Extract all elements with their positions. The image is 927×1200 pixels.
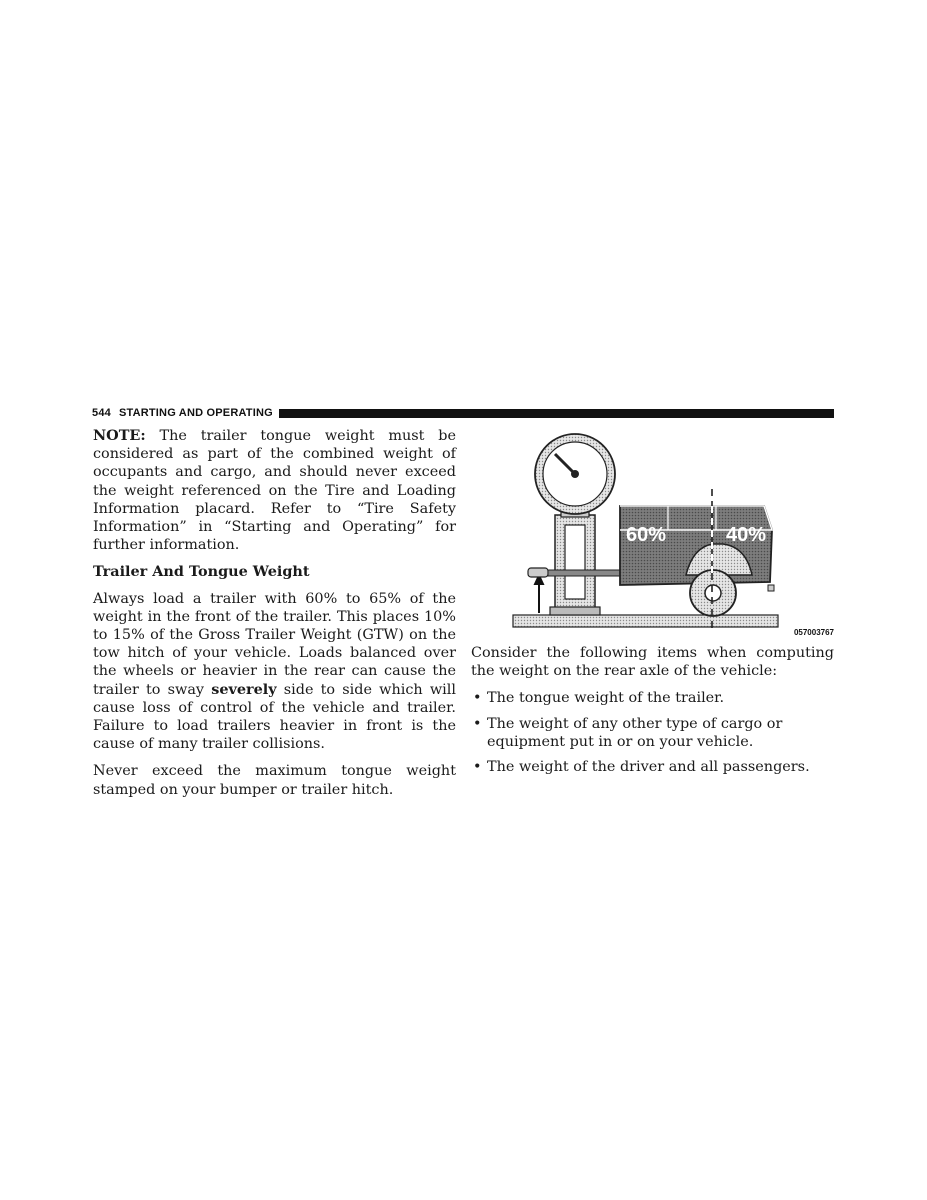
page-header xyxy=(92,405,834,421)
loading-paragraph xyxy=(93,590,456,754)
ground-strip xyxy=(513,615,778,627)
section-title: STARTING AND OPERATING xyxy=(118,407,273,419)
page-number: 544 xyxy=(92,407,111,419)
list-item: • The weight of the driver and all passengers. xyxy=(471,758,834,776)
subheading: Trailer And Tongue Weight xyxy=(93,563,310,581)
consider-paragraph: Consider the following items when computing the weight on the rear axle of the vehicle: xyxy=(471,645,834,680)
trailer xyxy=(620,506,774,616)
rear-percentage: 40% xyxy=(726,524,767,546)
note-text: The trailer tongue weight must be considered as part of the combined weight of occupants and cargo, and should never exceed the weight referenced on the Tire and Loading Information placard. Refer to “Tire Safety Information” in “Starting and Operating” for further information. xyxy=(93,428,456,554)
note-label: NOTE: xyxy=(93,427,146,444)
note-paragraph xyxy=(93,427,456,554)
scale xyxy=(535,434,615,615)
loading-emphasis: severely xyxy=(211,680,277,698)
header-rule xyxy=(279,409,834,418)
left-column xyxy=(93,427,456,808)
loading-text-2: side to side which will cause loss of control of the vehicle and trailer. Failure to load trailers heavier in front is the cause of many trailer collisions. xyxy=(93,681,456,753)
tongue-weight-figure xyxy=(508,427,836,641)
loading-text-1: Always load a trailer with 60% to 65% of the weight in the front of the trailer. This places 10% to 15% of the Gross Trailer Weight (GTW) on the tow hitch of your vehicle. Loads balanced over the wheels or heavier in the rear can cause the trailer to sway xyxy=(93,590,456,698)
trailer-scale-illustration xyxy=(508,427,836,641)
bullet-list xyxy=(471,689,834,776)
tongue-bar xyxy=(548,570,620,576)
front-percentage: 60% xyxy=(626,524,667,546)
list-item: • The weight of any other type of cargo or equipment put in or on your vehicle. xyxy=(471,715,834,751)
list-item: • The tongue weight of the trailer. xyxy=(471,689,834,707)
max-tongue-paragraph: Never exceed the maximum tongue weight stamped on your bumper or trailer hitch. xyxy=(93,763,456,798)
right-column xyxy=(471,644,834,783)
figure-code: 057003767 xyxy=(793,628,834,637)
hitch-coupler xyxy=(528,568,548,577)
